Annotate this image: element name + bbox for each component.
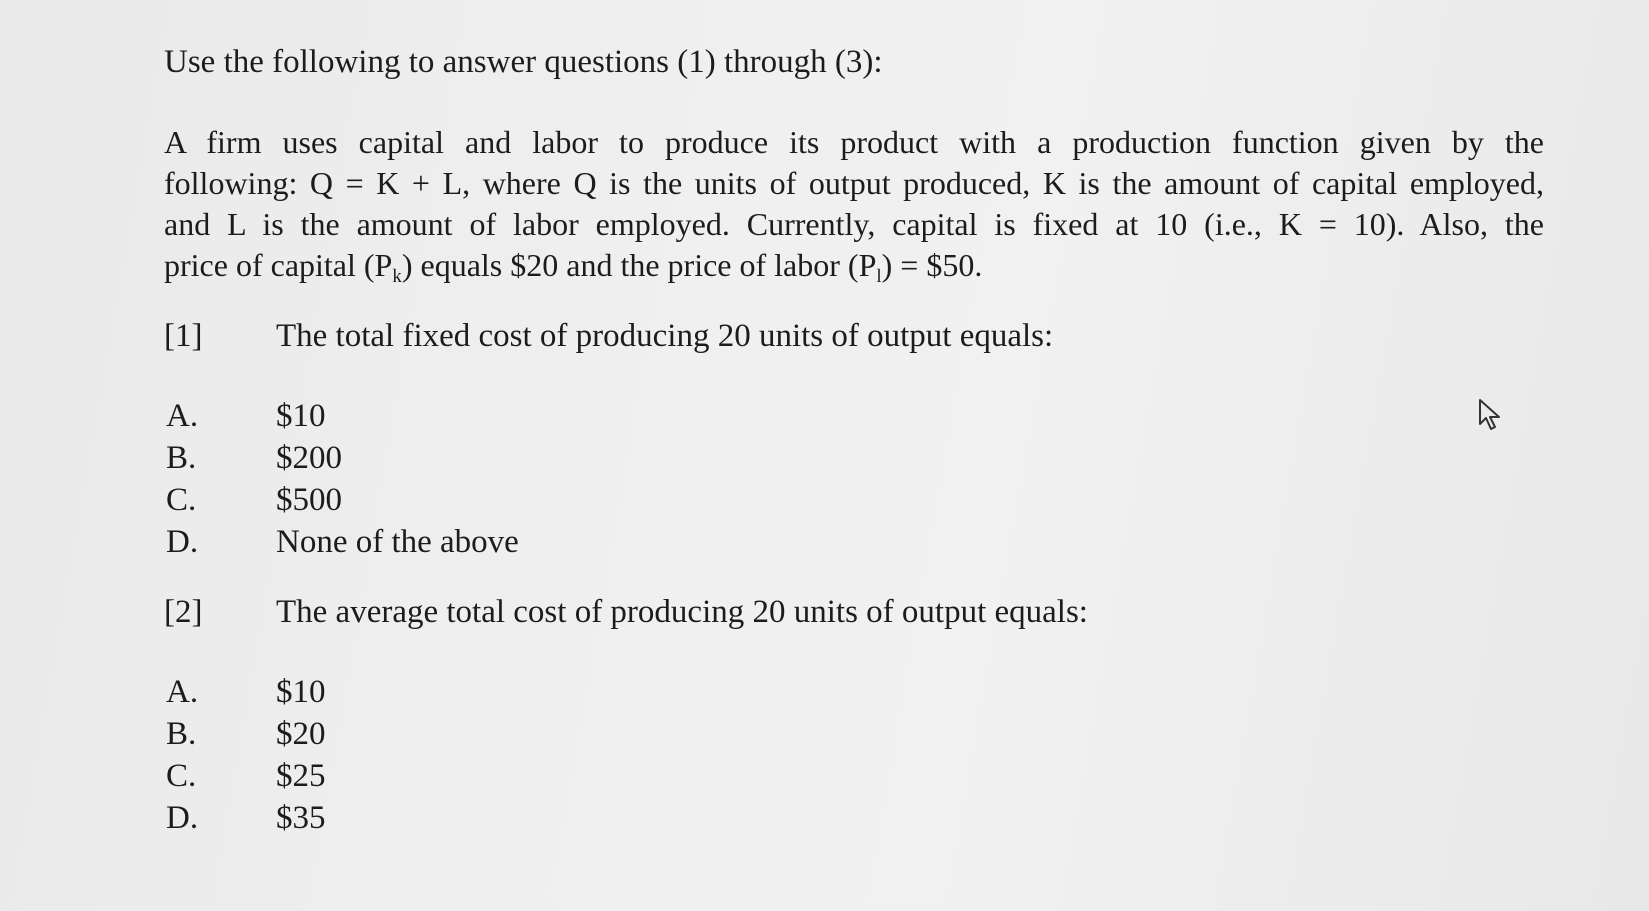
paragraph-line-3: and L is the amount of labor employed. Currently, capital is fixed at 10 (i.e., K = 10). Also, the [164, 206, 1544, 242]
option-text: $20 [276, 716, 326, 752]
paragraph-line-1: A firm uses capital and labor to produce its product with a production function given by the [164, 124, 1544, 160]
option-letter: D. [166, 524, 199, 560]
question-number: [2] [164, 594, 203, 630]
mouse-pointer-icon [1478, 398, 1504, 432]
option-text: $10 [276, 398, 326, 434]
subscript-k: k [392, 266, 402, 287]
option-text: $35 [276, 800, 326, 836]
option-text: None of the above [276, 524, 519, 560]
option-letter: C. [166, 482, 197, 518]
paragraph-line-2: following: Q = K + L, where Q is the units of output produced, K is the amount of capital employed, [164, 165, 1544, 201]
option-letter: A. [166, 398, 199, 434]
option-text: $10 [276, 674, 326, 710]
paragraph-line-4 [164, 245, 1544, 286]
option-letter: B. [166, 716, 197, 752]
option-text: $25 [276, 758, 326, 794]
question-number: [1] [164, 318, 203, 354]
question-text: The average total cost of producing 20 units of output equals: [276, 594, 1088, 630]
paragraph-line-4-part-b: ) equals $20 and the price of labor (P [401, 247, 877, 283]
problem-paragraph [164, 122, 1544, 286]
subscript-l: l [876, 266, 882, 287]
option-text: $200 [276, 440, 342, 476]
option-letter: C. [166, 758, 197, 794]
option-letter: D. [166, 800, 199, 836]
option-letter: B. [166, 440, 197, 476]
question-text: The total fixed cost of producing 20 units of output equals: [276, 318, 1054, 354]
paragraph-line-4-part-c: ) = $50. [881, 247, 983, 283]
option-text: $500 [276, 482, 342, 518]
intro-text: Use the following to answer questions (1) through (3): [164, 44, 883, 80]
option-letter: A. [166, 674, 199, 710]
paragraph-line-4-part-a: price of capital (P [164, 247, 393, 283]
